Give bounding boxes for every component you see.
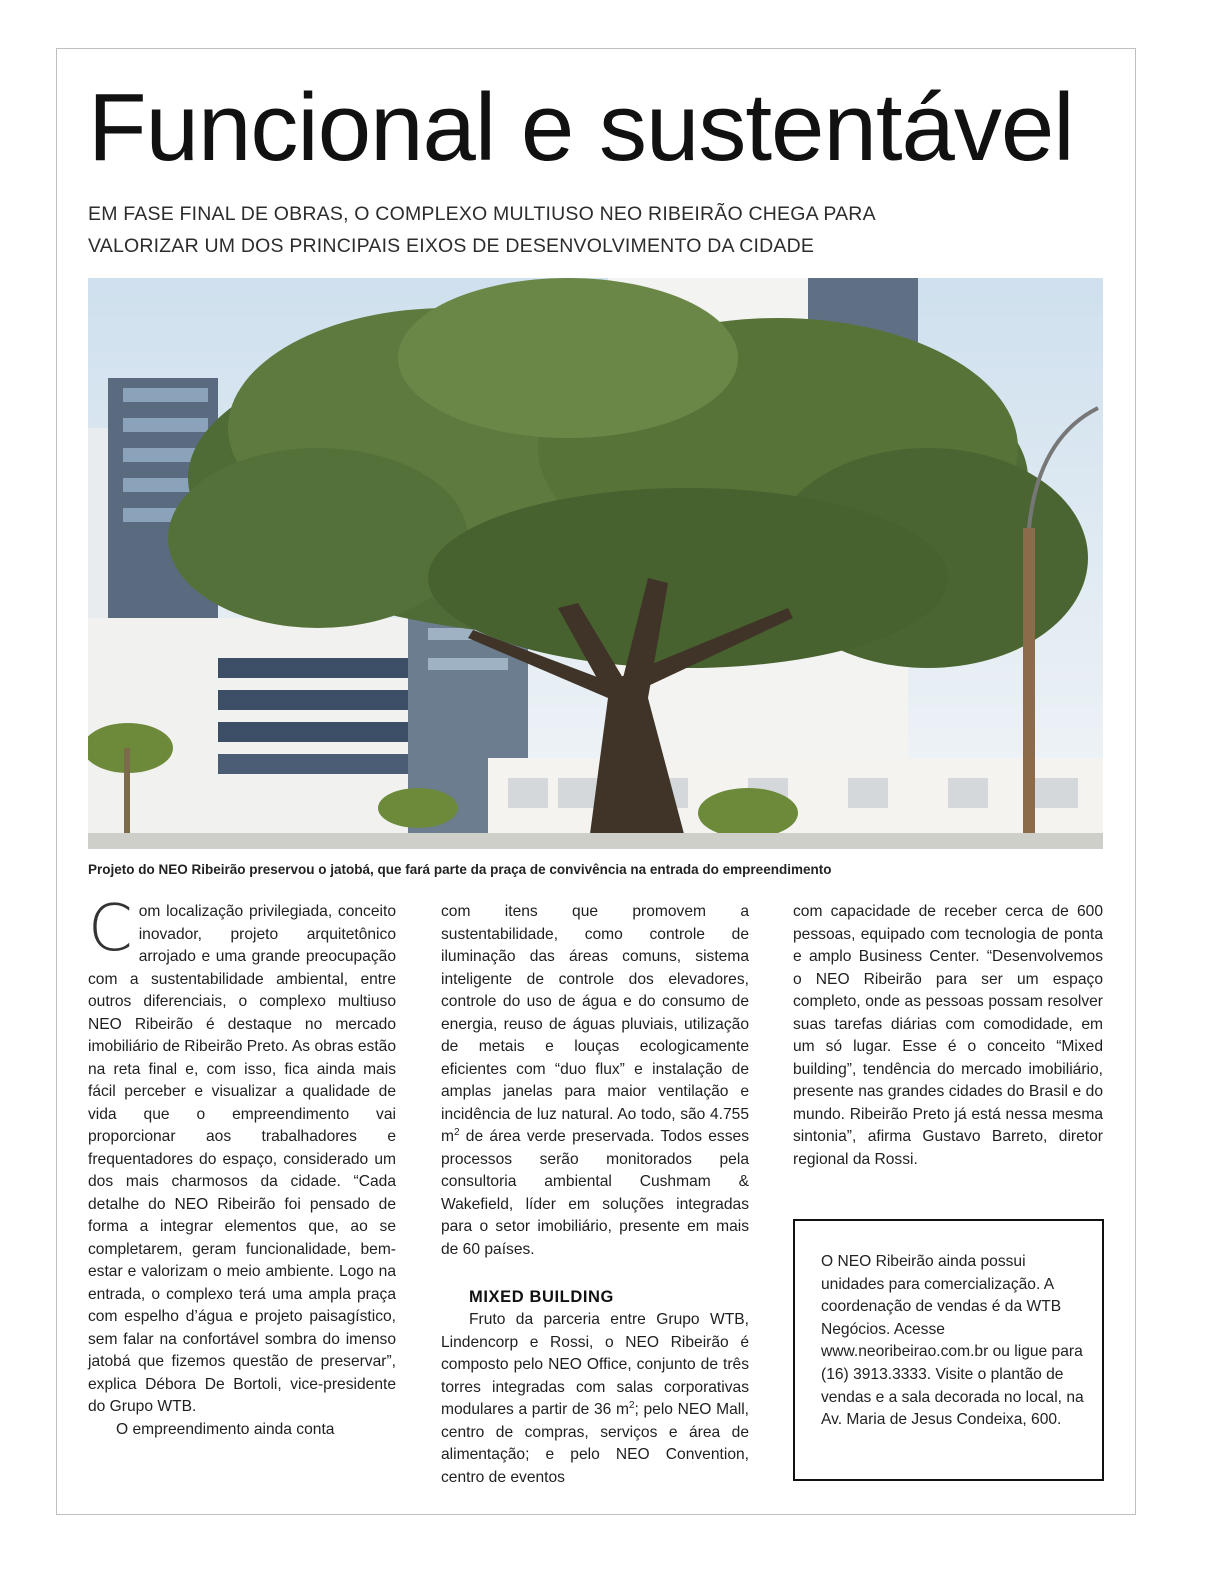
mixed-text-a: Fruto da parceria entre Grupo WTB, Lindencorp e Rossi, o NEO Ribeirão é composto pelo NEO Office, conjunto de três torres integradas com salas corporativas modulares a partir de 36 m [441,1311,749,1418]
mixed-text-b: ; pelo NEO Mall, centro de compras, serviços e área de alimentação; e pelo NEO Convention, centro de eventos [441,1401,749,1486]
paragraph-sustainability [441,901,749,1261]
paragraph-convention: com capacidade de receber cerca de 600 pessoas, equipado com tecnologia de ponta e amplo Business Center. “Desenvolvemos o NEO Ribeirão para ser um espaço completo, onde as pessoas possam resolver suas tarefas diárias com comodidade, em um só lugar. Esse é o conceito “Mixed building”, tendência do mercado imobiliário, presente nas grandes cidades do Brasil e do mundo. Ribeirão Preto já está nessa mesma sintonia”, afirma Gustavo Barreto, diretor regional da Rossi. [793,903,1103,1168]
sustainability-text-a: com itens que promovem a sustentabilidade, como controle de iluminação das áreas comuns, sistema inteligente de controle dos elevadores, controle do uso de água e do consumo de energia, reuso de águas pluviais, utilização de metais e louças ecologicamente eficientes com “duo flux” e instalação de amplas janelas para maior ventilação e incidência de luz natural. Ao todo, são 4.755 m [441,903,749,1145]
photo-caption: Projeto do NEO Ribeirão preservou o jatobá, que fará parte da praça de convivência na entrada do empreendimento [88,862,832,877]
mixed-superscript: 2 [628,1399,635,1411]
section-subheading: MIXED BUILDING [469,1288,614,1306]
jatoba-tree-photo [88,278,1103,849]
sustainability-superscript: 2 [454,1126,460,1138]
paragraph-intro [88,892,396,1419]
subtitle-line-1: EM FASE FINAL DE OBRAS, O COMPLEXO MULTIUSO NEO RIBEIRÃO CHEGA PARA [88,203,876,225]
article-title: Funcional e sustentável [88,74,1074,181]
sales-info-box [793,1219,1104,1481]
paragraph-mixed-building [441,1309,749,1489]
drop-cap: C [88,892,133,966]
intro-text: om localização privilegiada, conceito inovador, projeto arquitetônico arrojado e uma grande preocupação com a sustentabilidade ambiental, entre outros diferenciais, o complexo multiuso NEO Ribeirão é destaque no mercado imobiliário de Ribeirão Preto. As obras estão na reta final e, com isso, fica ainda mais fácil perceber e visualizar a qualidade de vida que o empreendimento vai proporcionar aos trabalhadores e frequentadores do espaço, considerado um dos mais charmosos da cidade. “Cada detalhe do NEO Ribeirão foi pensado de forma a integrar elementos que, ao se completarem, geram funcionalidade, bem-estar e valorizam o meio ambiente. Logo na entrada, o complexo terá uma ampla praça com espelho d’água e projeto paisagístico, sem falar na confortável sombra do imenso jatobá que fizemos questão de preservar”, explica Débora De Bortoli, vice-presidente do Grupo WTB. [88,903,396,1415]
column-2 [441,901,749,1489]
sustainability-text-b: de área verde preservada. Todos esses processos serão monitorados pela consultoria ambiental Cushmam & Wakefield, líder em soluções integradas para o setor imobiliário, presente em mais de 60 países. [441,1128,749,1258]
article-subtitle [88,198,988,262]
column-1 [88,892,396,1441]
column-3 [793,901,1103,1171]
subtitle-line-2: VALORIZAR UM DOS PRINCIPAIS EIXOS DE DESENVOLVIMENTO DA CIDADE [88,235,815,257]
sales-info-text: O NEO Ribeirão ainda possui unidades para comercialização. A coordenação de vendas é da WTB Negócios. Acesse www.neoribeirao.com.br ou ligue para (16) 3913.3333. Visite o plantão de vendas e a sala decorada no local, na Av. Maria de Jesus Condeixa, 600. [821,1253,1084,1429]
paragraph-continued: O empreendimento ainda conta [116,1420,335,1438]
